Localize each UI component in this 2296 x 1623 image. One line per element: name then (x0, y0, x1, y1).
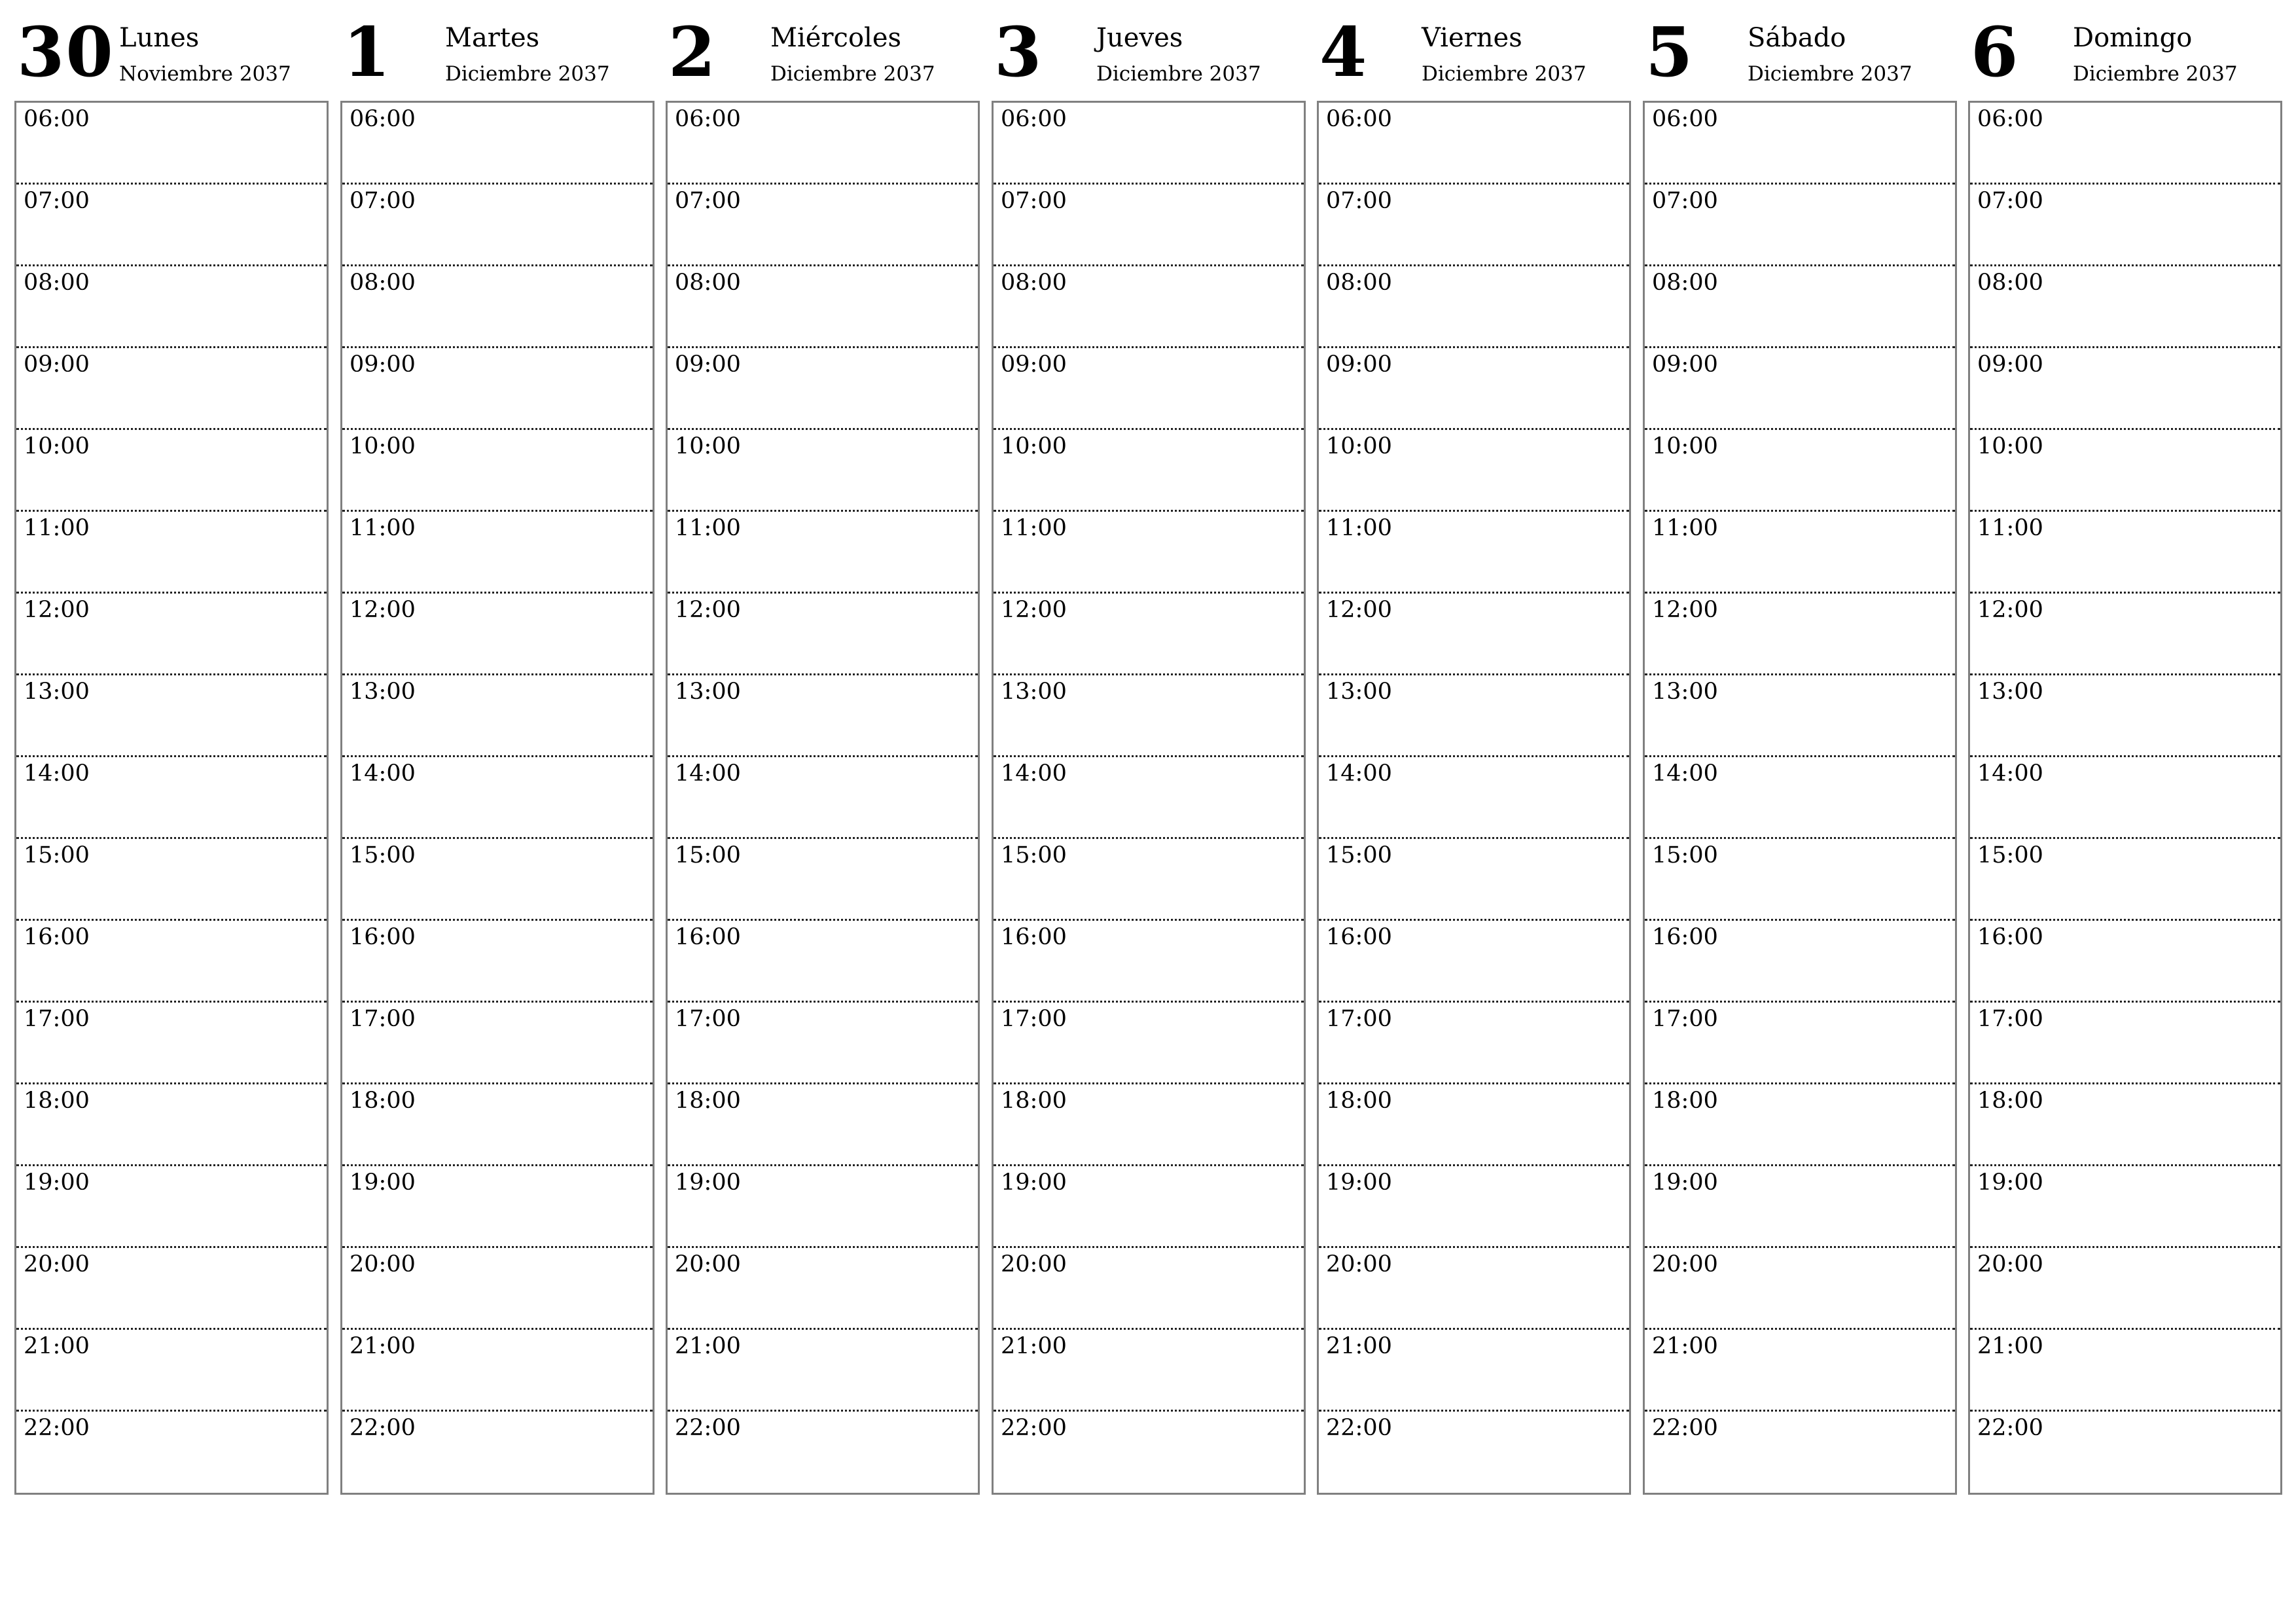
day-month-year: Noviembre 2037 (119, 62, 291, 86)
day-number: 6 (1971, 12, 2020, 92)
hour-label: 07:00 (24, 188, 90, 214)
hour-label: 14:00 (1977, 760, 2043, 787)
hour-label: 17:00 (1326, 1006, 1392, 1032)
hour-label: 09:00 (1326, 351, 1392, 378)
hour-slot[interactable] (342, 266, 653, 348)
hour-label: 22:00 (1652, 1415, 1718, 1441)
hour-slot[interactable] (342, 594, 653, 675)
hour-label: 21:00 (675, 1333, 741, 1359)
day-column (1968, 0, 2281, 1441)
hour-label: 11:00 (1001, 515, 1067, 541)
hour-label: 11:00 (350, 515, 416, 541)
hour-label: 19:00 (1977, 1169, 2043, 1196)
hour-slot[interactable] (668, 1248, 978, 1330)
hour-slot[interactable] (1319, 757, 1629, 839)
hour-slot[interactable] (668, 266, 978, 348)
hour-slot[interactable] (668, 1166, 978, 1248)
hour-slot[interactable] (668, 1412, 978, 1493)
hour-label: 22:00 (24, 1415, 90, 1441)
hour-label: 17:00 (1652, 1006, 1718, 1032)
hour-slot[interactable] (994, 839, 1304, 921)
hour-label: 07:00 (1326, 188, 1392, 214)
hour-slot[interactable] (1645, 839, 1955, 921)
hour-label: 19:00 (675, 1169, 741, 1196)
hour-slot[interactable] (1645, 675, 1955, 757)
hour-slot[interactable] (1645, 430, 1955, 512)
hour-label: 19:00 (1326, 1169, 1392, 1196)
hour-label: 16:00 (1652, 924, 1718, 950)
hour-label: 08:00 (1001, 270, 1067, 296)
hour-slot[interactable] (342, 348, 653, 430)
day-number: 4 (1319, 12, 1369, 92)
hour-label: 14:00 (24, 760, 90, 787)
hour-slot[interactable] (342, 921, 653, 1003)
hour-label: 06:00 (350, 106, 416, 132)
hour-slot[interactable] (994, 103, 1304, 185)
hour-label: 07:00 (1977, 188, 2043, 214)
hour-label: 18:00 (1001, 1088, 1067, 1114)
hour-label: 13:00 (1001, 679, 1067, 705)
hour-label: 10:00 (24, 433, 90, 459)
hour-slot[interactable] (1645, 921, 1955, 1003)
hour-slot[interactable] (668, 185, 978, 266)
hour-label: 08:00 (1652, 270, 1718, 296)
hour-label: 06:00 (1652, 106, 1718, 132)
hour-slot[interactable] (1319, 103, 1629, 185)
hour-slot[interactable] (994, 1084, 1304, 1166)
hour-slot[interactable] (1645, 1003, 1955, 1084)
hour-label: 20:00 (675, 1251, 741, 1277)
hour-slot[interactable] (668, 512, 978, 594)
hour-slot[interactable] (994, 921, 1304, 1003)
day-schedule-box (14, 101, 329, 1495)
hour-slot[interactable] (342, 1166, 653, 1248)
hour-slot[interactable] (1645, 1330, 1955, 1412)
hour-slot[interactable] (1970, 1248, 2280, 1330)
hour-label: 21:00 (350, 1333, 416, 1359)
hour-label: 16:00 (1977, 924, 2043, 950)
hour-slot[interactable] (1970, 1003, 2280, 1084)
hour-slot[interactable] (342, 1248, 653, 1330)
day-number: 3 (994, 12, 1043, 92)
hour-slot[interactable] (1645, 1084, 1955, 1166)
hour-slot[interactable] (1319, 594, 1629, 675)
hour-label: 18:00 (24, 1088, 90, 1114)
hour-label: 17:00 (1001, 1006, 1067, 1032)
hour-label: 19:00 (1652, 1169, 1718, 1196)
hour-label: 18:00 (350, 1088, 416, 1114)
hour-slot[interactable] (342, 103, 653, 185)
hour-label: 11:00 (1977, 515, 2043, 541)
hour-slot[interactable] (16, 675, 327, 757)
hour-label: 22:00 (1326, 1415, 1392, 1441)
hour-label: 17:00 (1977, 1006, 2043, 1032)
day-name: Domingo (2073, 23, 2193, 53)
hour-slot[interactable] (1645, 1412, 1955, 1493)
hour-slot[interactable] (16, 103, 327, 185)
hour-slot[interactable] (1970, 512, 2280, 594)
day-month-year: Diciembre 2037 (1096, 62, 1261, 86)
hour-slot[interactable] (994, 1330, 1304, 1412)
hour-slot[interactable] (1970, 839, 2280, 921)
hour-slot[interactable] (1970, 1166, 2280, 1248)
hour-label: 14:00 (1001, 760, 1067, 787)
hour-label: 12:00 (350, 597, 416, 623)
day-name: Miércoles (770, 23, 902, 53)
hour-label: 15:00 (1652, 842, 1718, 868)
hour-label: 07:00 (1001, 188, 1067, 214)
hour-slot[interactable] (16, 1330, 327, 1412)
hour-slot[interactable] (668, 1084, 978, 1166)
hour-label: 13:00 (1652, 679, 1718, 705)
hour-label: 08:00 (24, 270, 90, 296)
hour-label: 12:00 (24, 597, 90, 623)
hour-slot[interactable] (668, 921, 978, 1003)
day-month-year: Diciembre 2037 (445, 62, 610, 86)
hour-label: 07:00 (1652, 188, 1718, 214)
hour-slot[interactable] (16, 921, 327, 1003)
hour-label: 10:00 (1977, 433, 2043, 459)
hour-slot[interactable] (342, 1330, 653, 1412)
hour-label: 10:00 (1001, 433, 1067, 459)
hour-slot[interactable] (16, 1084, 327, 1166)
hour-label: 11:00 (675, 515, 741, 541)
hour-label: 09:00 (1977, 351, 2043, 378)
hour-slot[interactable] (668, 839, 978, 921)
hour-label: 10:00 (1326, 433, 1392, 459)
hour-label: 18:00 (1652, 1088, 1718, 1114)
hour-label: 22:00 (1977, 1415, 2043, 1441)
hour-slot[interactable] (342, 839, 653, 921)
hour-slot[interactable] (16, 757, 327, 839)
hour-slot[interactable] (16, 512, 327, 594)
hour-label: 12:00 (1652, 597, 1718, 623)
hour-label: 10:00 (675, 433, 741, 459)
hour-slot[interactable] (668, 757, 978, 839)
hour-label: 10:00 (350, 433, 416, 459)
hour-label: 16:00 (1326, 924, 1392, 950)
hour-label: 08:00 (1326, 270, 1392, 296)
hour-slot[interactable] (1319, 839, 1629, 921)
hour-slot[interactable] (16, 1166, 327, 1248)
hour-slot[interactable] (342, 1084, 653, 1166)
hour-label: 11:00 (1326, 515, 1392, 541)
hour-slot[interactable] (1970, 348, 2280, 430)
day-column (1643, 0, 1956, 1441)
hour-slot[interactable] (1319, 1248, 1629, 1330)
hour-label: 17:00 (350, 1006, 416, 1032)
hour-label: 20:00 (350, 1251, 416, 1277)
hour-slot[interactable] (994, 266, 1304, 348)
hour-slot[interactable] (668, 675, 978, 757)
hour-slot[interactable] (342, 430, 653, 512)
hour-slot[interactable] (16, 839, 327, 921)
hour-label: 06:00 (24, 106, 90, 132)
hour-slot[interactable] (16, 1003, 327, 1084)
hour-label: 21:00 (1977, 1333, 2043, 1359)
hour-slot[interactable] (1645, 103, 1955, 185)
hour-slot[interactable] (1970, 1412, 2280, 1493)
hour-label: 15:00 (24, 842, 90, 868)
hour-slot[interactable] (1970, 103, 2280, 185)
hour-label: 22:00 (350, 1415, 416, 1441)
hour-label: 06:00 (675, 106, 741, 132)
day-schedule-box (666, 101, 980, 1495)
hour-slot[interactable] (342, 1003, 653, 1084)
day-number: 1 (343, 12, 392, 92)
hour-slot[interactable] (1319, 512, 1629, 594)
day-month-year: Diciembre 2037 (1748, 62, 1912, 86)
hour-label: 13:00 (24, 679, 90, 705)
hour-label: 15:00 (1001, 842, 1067, 868)
hour-slot[interactable] (342, 185, 653, 266)
hour-slot[interactable] (1970, 185, 2280, 266)
hour-label: 07:00 (350, 188, 416, 214)
hour-slot[interactable] (994, 430, 1304, 512)
hour-label: 21:00 (1001, 1333, 1067, 1359)
hour-label: 06:00 (1977, 106, 2043, 132)
hour-slot[interactable] (16, 266, 327, 348)
hour-slot[interactable] (1970, 594, 2280, 675)
hour-label: 20:00 (1977, 1251, 2043, 1277)
day-header (1968, 0, 2281, 99)
day-name: Viernes (1422, 23, 1522, 53)
hour-label: 18:00 (1326, 1088, 1392, 1114)
hour-slot[interactable] (16, 348, 327, 430)
hour-slot[interactable] (668, 594, 978, 675)
hour-slot[interactable] (994, 1412, 1304, 1493)
hour-label: 06:00 (1001, 106, 1067, 132)
hour-slot[interactable] (1319, 921, 1629, 1003)
day-number: 5 (1645, 12, 1695, 92)
day-column (666, 0, 978, 1441)
hour-label: 12:00 (1977, 597, 2043, 623)
hour-slot[interactable] (16, 1412, 327, 1493)
day-name: Martes (445, 23, 540, 53)
day-column (1317, 0, 1630, 1441)
hour-label: 18:00 (675, 1088, 741, 1114)
hour-slot[interactable] (1319, 348, 1629, 430)
hour-label: 19:00 (1001, 1169, 1067, 1196)
hour-label: 15:00 (350, 842, 416, 868)
hour-label: 19:00 (24, 1169, 90, 1196)
hour-slot[interactable] (1970, 1330, 2280, 1412)
day-column (340, 0, 653, 1441)
hour-label: 14:00 (675, 760, 741, 787)
hour-slot[interactable] (342, 675, 653, 757)
hour-slot[interactable] (994, 348, 1304, 430)
hour-slot[interactable] (1970, 757, 2280, 839)
hour-slot[interactable] (994, 594, 1304, 675)
hour-slot[interactable] (668, 348, 978, 430)
hour-label: 12:00 (1001, 597, 1067, 623)
hour-label: 08:00 (350, 270, 416, 296)
hour-slot[interactable] (1645, 348, 1955, 430)
hour-label: 11:00 (24, 515, 90, 541)
hour-slot[interactable] (1970, 675, 2280, 757)
day-header (992, 0, 1304, 99)
day-header (14, 0, 327, 99)
hour-slot[interactable] (668, 430, 978, 512)
hour-label: 17:00 (675, 1006, 741, 1032)
hour-slot[interactable] (994, 1248, 1304, 1330)
hour-slot[interactable] (342, 757, 653, 839)
hour-label: 22:00 (675, 1415, 741, 1441)
hour-label: 06:00 (1326, 106, 1392, 132)
hour-slot[interactable] (1319, 675, 1629, 757)
hour-slot[interactable] (342, 1412, 653, 1493)
hour-slot[interactable] (1645, 757, 1955, 839)
hour-label: 20:00 (1652, 1251, 1718, 1277)
hour-label: 13:00 (1977, 679, 2043, 705)
hour-label: 09:00 (24, 351, 90, 378)
day-column (992, 0, 1304, 1441)
day-schedule-box (1317, 101, 1631, 1495)
day-month-year: Diciembre 2037 (2073, 62, 2238, 86)
hour-label: 15:00 (1977, 842, 2043, 868)
hour-label: 14:00 (1652, 760, 1718, 787)
hour-label: 13:00 (675, 679, 741, 705)
day-header (1317, 0, 1630, 99)
hour-slot[interactable] (1645, 512, 1955, 594)
hour-label: 16:00 (675, 924, 741, 950)
hour-label: 21:00 (1326, 1333, 1392, 1359)
day-name: Lunes (119, 23, 200, 53)
hour-slot[interactable] (1319, 1412, 1629, 1493)
day-month-year: Diciembre 2037 (770, 62, 935, 86)
hour-label: 12:00 (675, 597, 741, 623)
day-schedule-box (1643, 101, 1957, 1495)
day-month-year: Diciembre 2037 (1422, 62, 1587, 86)
hour-label: 10:00 (1652, 433, 1718, 459)
hour-slot[interactable] (994, 757, 1304, 839)
hour-label: 15:00 (1326, 842, 1392, 868)
hour-slot[interactable] (1645, 1166, 1955, 1248)
hour-label: 20:00 (1001, 1251, 1067, 1277)
day-number: 30 (17, 12, 115, 92)
hour-label: 17:00 (24, 1006, 90, 1032)
day-header (340, 0, 653, 99)
hour-label: 14:00 (350, 760, 416, 787)
day-header (666, 0, 978, 99)
hour-slot[interactable] (1319, 430, 1629, 512)
hour-label: 09:00 (1652, 351, 1718, 378)
hour-slot[interactable] (1319, 1003, 1629, 1084)
hour-slot[interactable] (1319, 1166, 1629, 1248)
hour-label: 13:00 (350, 679, 416, 705)
hour-label: 13:00 (1326, 679, 1392, 705)
hour-label: 14:00 (1326, 760, 1392, 787)
day-header (1643, 0, 1956, 99)
hour-slot[interactable] (994, 675, 1304, 757)
hour-slot[interactable] (994, 185, 1304, 266)
hour-slot[interactable] (1319, 266, 1629, 348)
hour-slot[interactable] (16, 1248, 327, 1330)
hour-label: 16:00 (350, 924, 416, 950)
hour-slot[interactable] (1970, 921, 2280, 1003)
hour-label: 16:00 (1001, 924, 1067, 950)
hour-slot[interactable] (668, 103, 978, 185)
hour-label: 21:00 (24, 1333, 90, 1359)
hour-label: 22:00 (1001, 1415, 1067, 1441)
day-schedule-box (992, 101, 1306, 1495)
hour-label: 15:00 (675, 842, 741, 868)
hour-slot[interactable] (16, 594, 327, 675)
hour-slot[interactable] (1645, 1248, 1955, 1330)
day-column (14, 0, 327, 1441)
hour-label: 09:00 (675, 351, 741, 378)
hour-label: 19:00 (350, 1169, 416, 1196)
hour-slot[interactable] (994, 1166, 1304, 1248)
hour-slot[interactable] (994, 1003, 1304, 1084)
day-number: 2 (668, 12, 717, 92)
hour-label: 08:00 (1977, 270, 2043, 296)
hour-label: 16:00 (24, 924, 90, 950)
hour-slot[interactable] (668, 1330, 978, 1412)
day-schedule-box (1968, 101, 2282, 1495)
hour-label: 11:00 (1652, 515, 1718, 541)
hour-label: 20:00 (1326, 1251, 1392, 1277)
hour-slot[interactable] (1970, 1084, 2280, 1166)
hour-slot[interactable] (16, 430, 327, 512)
hour-slot[interactable] (16, 185, 327, 266)
hour-slot[interactable] (1645, 185, 1955, 266)
hour-label: 07:00 (675, 188, 741, 214)
hour-slot[interactable] (342, 512, 653, 594)
hour-label: 12:00 (1326, 597, 1392, 623)
hour-slot[interactable] (668, 1003, 978, 1084)
hour-slot[interactable] (1319, 1330, 1629, 1412)
hour-slot[interactable] (1970, 266, 2280, 348)
day-name: Sábado (1748, 23, 1846, 53)
day-schedule-box (340, 101, 655, 1495)
hour-slot[interactable] (1319, 185, 1629, 266)
hour-label: 09:00 (1001, 351, 1067, 378)
hour-slot[interactable] (994, 512, 1304, 594)
day-name: Jueves (1096, 23, 1183, 53)
hour-label: 18:00 (1977, 1088, 2043, 1114)
hour-label: 20:00 (24, 1251, 90, 1277)
hour-slot[interactable] (1645, 594, 1955, 675)
hour-label: 21:00 (1652, 1333, 1718, 1359)
hour-slot[interactable] (1319, 1084, 1629, 1166)
hour-label: 08:00 (675, 270, 741, 296)
hour-slot[interactable] (1645, 266, 1955, 348)
hour-label: 09:00 (350, 351, 416, 378)
hour-slot[interactable] (1970, 430, 2280, 512)
